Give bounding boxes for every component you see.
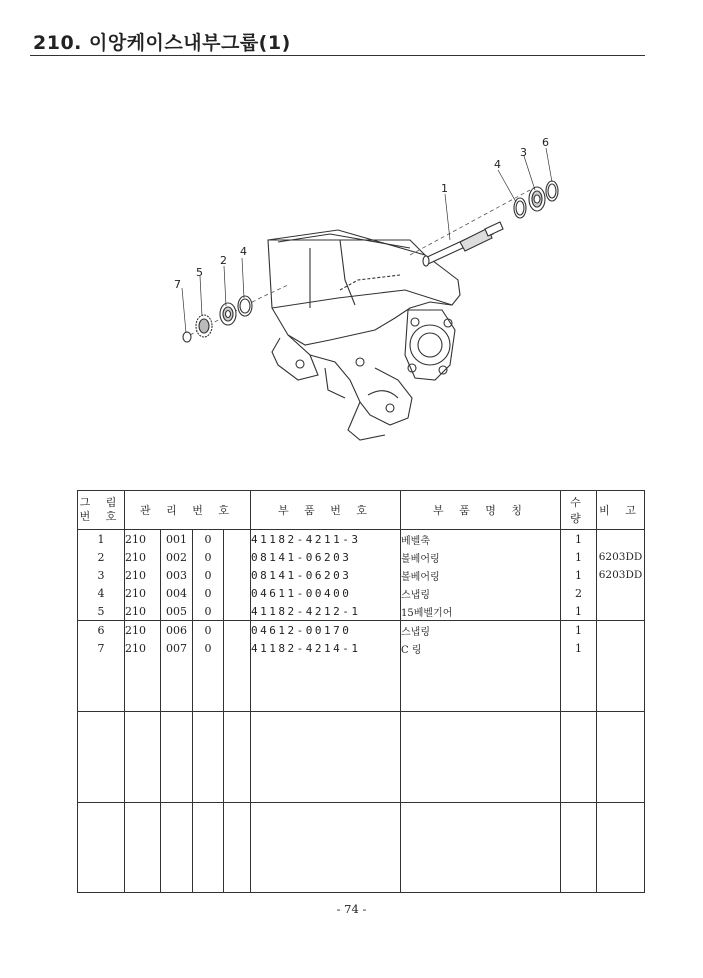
callout-5: 5: [196, 266, 203, 279]
table-row: 2 210 002 0 08141-06203 볼베어링 1 6203DD: [78, 548, 645, 566]
col-header-part-name: 부 품 명 칭: [401, 491, 561, 530]
table-row: 3 210 003 0 08141-06203 볼베어링 1 6203DD: [78, 566, 645, 584]
table-blank-row: [78, 657, 645, 711]
col-header-fig-no: 그 림 번 호: [78, 491, 125, 530]
callout-3: 3: [520, 146, 527, 159]
callout-6: 6: [542, 136, 549, 149]
exploded-parts-diagram: [160, 130, 580, 460]
col-header-mgmt-no: 관 리 번 호: [125, 491, 251, 530]
right-bearing-set: [514, 181, 558, 218]
table-blank-row: [78, 802, 645, 892]
callout-2: 2: [220, 254, 227, 267]
callout-numbers: [174, 136, 549, 291]
col-header-qty: 수 량: [561, 491, 597, 530]
col-header-part-no: 부 품 번 호: [251, 491, 401, 530]
table-row: 1 210 001 0 41182-4211-3 베벨축 1: [78, 530, 645, 549]
callout-7: 7: [174, 278, 181, 291]
table-blank-row: [78, 711, 645, 802]
callout-1: 1: [441, 182, 448, 195]
page-number: - 74 -: [336, 902, 367, 916]
table-row: 5 210 005 0 41182-4212-1 15베벨기어 1: [78, 602, 645, 621]
callout-4-right: 4: [494, 158, 501, 171]
left-bearing-set: [183, 296, 252, 342]
title-divider: [30, 55, 645, 56]
table-row: 6 210 006 0 04612-00170 스냅링 1: [78, 621, 645, 640]
page-title: 210. 이앙케이스내부그룹(1): [33, 32, 291, 54]
parts-table: [77, 490, 645, 893]
callout-4-left: 4: [240, 245, 247, 258]
bevel-shaft: [423, 222, 503, 266]
col-header-note: 비 고: [597, 491, 645, 530]
table-row: 7 210 007 0 41182-4214-1 C 링 1: [78, 639, 645, 657]
table-row: 4 210 004 0 04611-00400 스냅링 2: [78, 584, 645, 602]
table-header-row: [78, 491, 645, 530]
